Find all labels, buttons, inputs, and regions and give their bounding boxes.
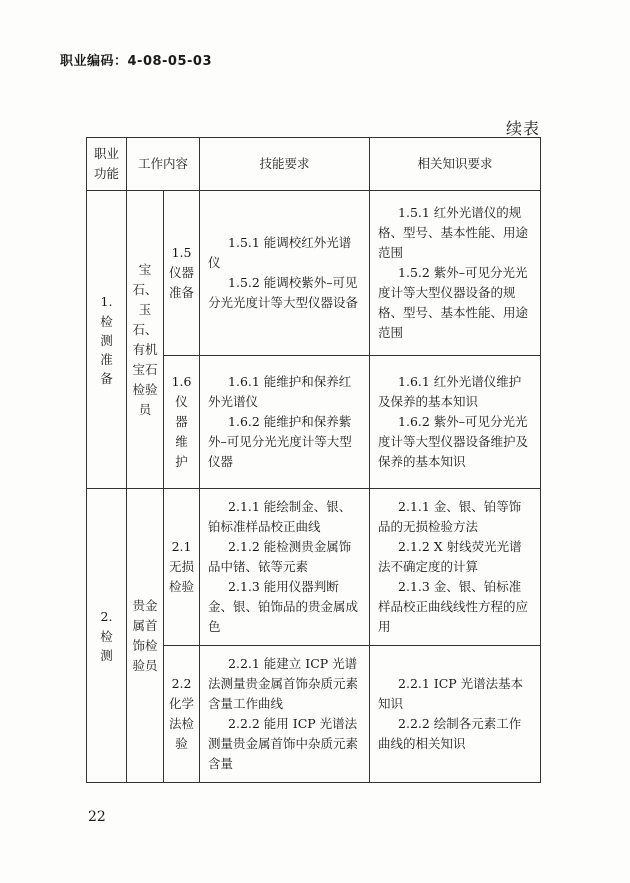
function-cell — [87, 489, 127, 783]
continued-label: 续表 — [505, 119, 540, 138]
knowledge-item: 1.6.2 紫外–可见分光光度计等大型仪器设备维护及保养的基本知识 — [378, 414, 529, 469]
skill-item: 1.6.2 能维护和保养紫外–可见分光光度计等大型仪器 — [208, 414, 352, 469]
work-number: 1.6 — [171, 374, 192, 389]
function-name: 检测 — [100, 628, 113, 663]
knowledge-item: 1.6.1 红外光谱仪维护及保养的基本知识 — [378, 374, 522, 409]
skill-item: 1.5.1 能调校红外光谱仪 — [208, 235, 352, 270]
skills-cell — [200, 489, 370, 646]
knowledge-cell — [370, 646, 541, 783]
work-cell — [164, 191, 200, 356]
knowledge-cell — [370, 356, 541, 489]
skill-item: 1.6.1 能维护和保养红外光谱仪 — [208, 374, 352, 409]
table-header-row — [87, 138, 541, 191]
skill-item: 2.1.2 能检测贵金属饰品中锗、铱等元素 — [208, 539, 352, 574]
work-number: 2.1 — [171, 539, 192, 554]
skill-item: 2.2.2 能用 ICP 光谱法测量贵金属首饰中杂质元素含量 — [208, 716, 359, 771]
knowledge-item: 2.1.1 金、银、铂等饰品的无损检验方法 — [378, 499, 522, 534]
knowledge-item: 1.5.1 红外光谱仪的规格、型号、基本性能、用途范围 — [378, 205, 529, 260]
skill-item: 1.5.2 能调校紫外–可见分光光度计等大型仪器设备 — [208, 275, 359, 310]
job-title: 贵金属首饰检验员 — [132, 597, 158, 673]
job-title-cell — [127, 489, 164, 783]
work-cell — [164, 356, 200, 489]
knowledge-item: 1.5.2 紫外–可见分光光度计等大型仪器设备的规格、型号、基本性能、用途范围 — [378, 265, 529, 340]
skills-table — [86, 137, 541, 783]
function-number: 2. — [100, 608, 113, 624]
function-cell — [87, 191, 127, 489]
skills-cell — [200, 646, 370, 783]
work-name: 化学法检验 — [168, 696, 194, 751]
skills-cell — [200, 191, 370, 356]
table-row — [87, 489, 541, 646]
skill-item: 2.2.1 能建立 ICP 光谱法测量贵金属首饰杂质元素含量工作曲线 — [208, 656, 359, 711]
knowledge-item: 2.1.2 X 射线荧光光谱法不确定度的计算 — [378, 539, 522, 574]
job-title-cell — [127, 191, 164, 489]
knowledge-item: 2.2.2 绘制各元素工作曲线的相关知识 — [378, 716, 522, 751]
work-number: 2.2 — [171, 676, 192, 691]
work-number: 1.5 — [171, 245, 192, 260]
knowledge-cell — [370, 489, 541, 646]
table-row — [87, 191, 541, 356]
header-work: 工作内容 — [127, 138, 200, 191]
page-number: 22 — [88, 809, 106, 825]
header-function: 职业功能 — [87, 138, 127, 191]
knowledge-item: 2.2.1 ICP 光谱法基本知识 — [378, 676, 524, 711]
skills-cell — [200, 356, 370, 489]
header-skills: 技能要求 — [200, 138, 370, 191]
job-title: 宝石、玉石、有机宝石检验员 — [132, 261, 158, 417]
occupation-code: 职业编码：4-08-05-03 — [60, 54, 213, 69]
work-name: 无损检验 — [168, 559, 194, 594]
knowledge-cell — [370, 191, 541, 356]
header-knowledge: 相关知识要求 — [370, 138, 541, 191]
function-number: 1. — [100, 293, 113, 309]
skill-item: 2.1.1 能绘制金、银、铂标准样品校正曲线 — [208, 499, 352, 534]
skill-item: 2.1.3 能用仪器判断金、银、铂饰品的贵金属成色 — [208, 579, 359, 634]
function-name: 检测准备 — [100, 313, 113, 386]
work-name: 仪器准备 — [168, 265, 194, 300]
work-name: 仪器维护 — [175, 394, 188, 469]
work-cell — [164, 489, 200, 646]
work-cell — [164, 646, 200, 783]
knowledge-item: 2.1.3 金、银、铂标准样品校正曲线线性方程的应用 — [378, 579, 529, 634]
